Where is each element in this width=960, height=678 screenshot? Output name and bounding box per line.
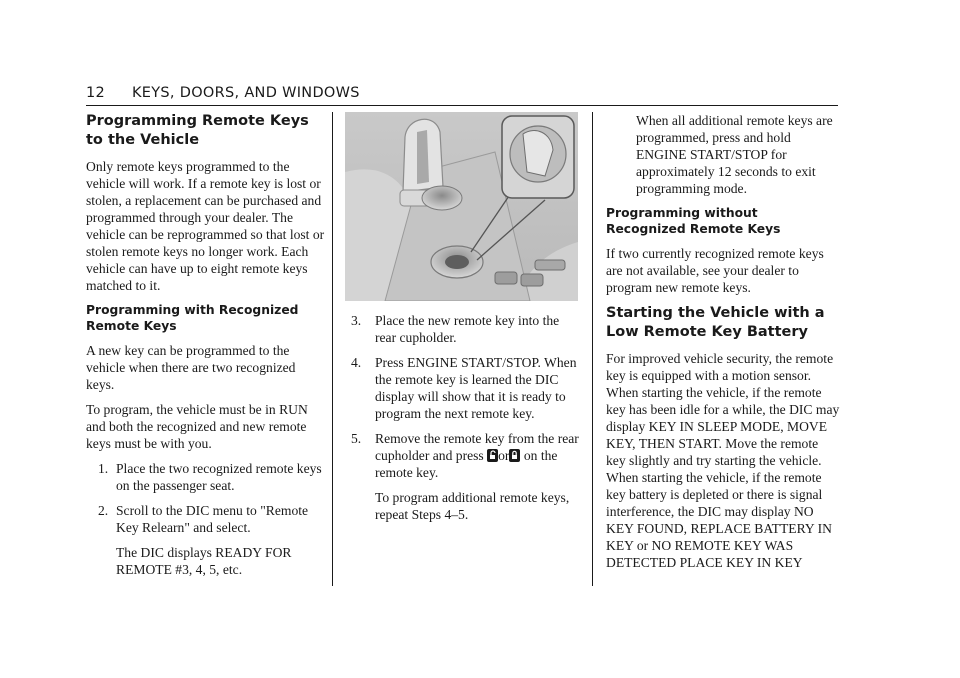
page-header — [86, 83, 838, 106]
step-text: Press ENGINE START/STOP. When the remote key is learned the DIC display will show that it is ready to program the next remote key. — [375, 355, 577, 421]
column-divider — [332, 112, 333, 586]
step-text: Scroll to the DIC menu to "Remote Key Relearn" and select. — [116, 503, 309, 535]
column-left — [86, 112, 326, 586]
section-heading: Starting the Vehicle with a Low Remote Key Battery — [606, 305, 825, 340]
section-title: KEYS, DOORS, AND WINDOWS — [132, 85, 360, 101]
paragraph: Only remote keys programmed to the vehicle will work. If a remote key is lost or stolen, a replacement can be purchased and programmed through your dealer. The vehicle can be reprogrammed so that lost or stolen remote keys no longer work. Each vehicle can have up to eight remote keys matched to it. — [86, 159, 325, 293]
step-number: 5. — [351, 431, 362, 446]
subsection-heading: Programming with Recognized Remote Keys — [86, 303, 299, 333]
step-text: Remove the remote key from the rear cupholder and press — [375, 431, 579, 463]
column-middle — [345, 112, 580, 531]
column-divider — [592, 112, 593, 586]
page-number: 12 — [86, 85, 106, 101]
step-text: Place the new remote key into the rear cupholder. — [375, 313, 560, 345]
remote-lock-icon — [509, 449, 520, 462]
list-item — [86, 460, 326, 494]
paragraph: To program, the vehicle must be in RUN and both the recognized and new remote keys must be with you. — [86, 402, 308, 451]
step-note: To program additional remote keys, repeat Steps 4–5. — [375, 490, 570, 522]
step-note: When all additional remote keys are programmed, press and hold ENGINE START/STOP for approximately 12 seconds to exit programming mode. — [636, 113, 833, 196]
paragraph: If two currently recognized remote keys are not available, see your dealer to program new remote keys. — [606, 246, 824, 295]
step-number: 1. — [98, 461, 109, 476]
subsection-heading: Programming without Recognized Remote Keys — [606, 206, 781, 236]
list-item — [86, 502, 326, 536]
paragraph: A new key can be programmed to the vehicle when there are two recognized keys. — [86, 343, 296, 392]
paragraph: For improved vehicle security, the remote key is equipped with a motion sensor. When starting the vehicle, if the remote key has been idle for a while, the DIC may display KEY IN SLEEP MODE, MOVE KEY, THEN START. Move the remote key slightly and try starting the vehicle. When starting the vehicle, if the remote key battery is depleted or there is signal interference, the DIC may display NO KEY FOUND, REPLACE BATTERY IN KEY or NO REMOTE KEY WAS DETECTED PLACE KEY IN KEY — [606, 351, 840, 570]
list-item — [345, 354, 580, 422]
step-number: 3. — [351, 313, 362, 328]
step-note: The DIC displays READY FOR REMOTE #3, 4, 5, etc. — [116, 545, 292, 577]
remote-unlock-icon — [487, 449, 498, 462]
section-heading: Programming Remote Keys to the Vehicle — [86, 113, 309, 148]
list-item — [345, 430, 580, 481]
or-text: or — [498, 448, 510, 463]
step-text: Place the two recognized remote keys on the passenger seat. — [116, 461, 322, 493]
step-text: on the remote key. — [375, 448, 558, 480]
column-right — [606, 112, 840, 579]
list-item — [345, 312, 580, 346]
step-number: 2. — [98, 503, 109, 518]
cupholder-illustration — [345, 112, 578, 301]
step-number: 4. — [351, 355, 362, 370]
